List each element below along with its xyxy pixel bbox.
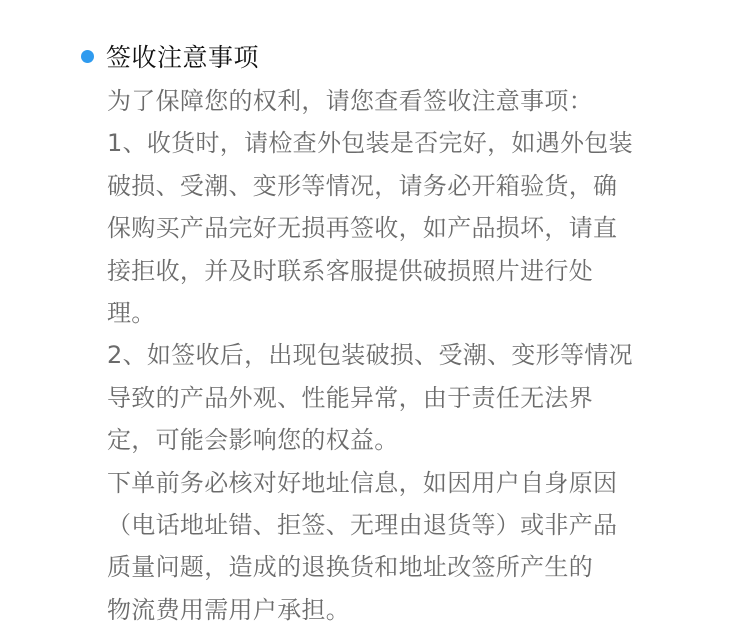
section-header xyxy=(81,36,681,76)
notice-line: 定，可能会影响您的权益。 xyxy=(107,426,399,455)
notice-line: 下单前务必核对好地址信息，如因用户自身原因 xyxy=(107,468,618,497)
notice-line: 物流费用需用户承担。 xyxy=(107,595,350,624)
notice-intro: 为了保障您的权利，请您查看签收注意事项： xyxy=(107,87,593,115)
notice-body xyxy=(107,80,681,631)
notice-line: 2、如签收后，出现包装破损、受潮、变形等情况 xyxy=(107,341,633,370)
notice-line: 保购买产品完好无损再签收，如产品损坏，请直 xyxy=(107,214,618,243)
notice-line: （电话地址错、拒签、无理由退货等）或非产品 xyxy=(107,511,618,540)
bullet-dot-icon xyxy=(81,50,94,63)
notice-line: 导致的产品外观、性能异常，由于责任无法界 xyxy=(107,383,593,412)
notice-line: 1、收货时，请检查外包装是否完好，如遇外包装 xyxy=(107,129,633,158)
notice-line: 质量问题，造成的退换货和地址改签所产生的 xyxy=(107,553,593,582)
receipt-notice-section xyxy=(81,36,681,631)
section-title: 签收注意事项 xyxy=(106,43,260,72)
notice-line: 破损、受潮、变形等情况，请务必开箱验货，确 xyxy=(107,171,618,200)
notice-line: 理。 xyxy=(107,299,156,328)
notice-line: 接拒收，并及时联系客服提供破损照片进行处 xyxy=(107,256,593,285)
